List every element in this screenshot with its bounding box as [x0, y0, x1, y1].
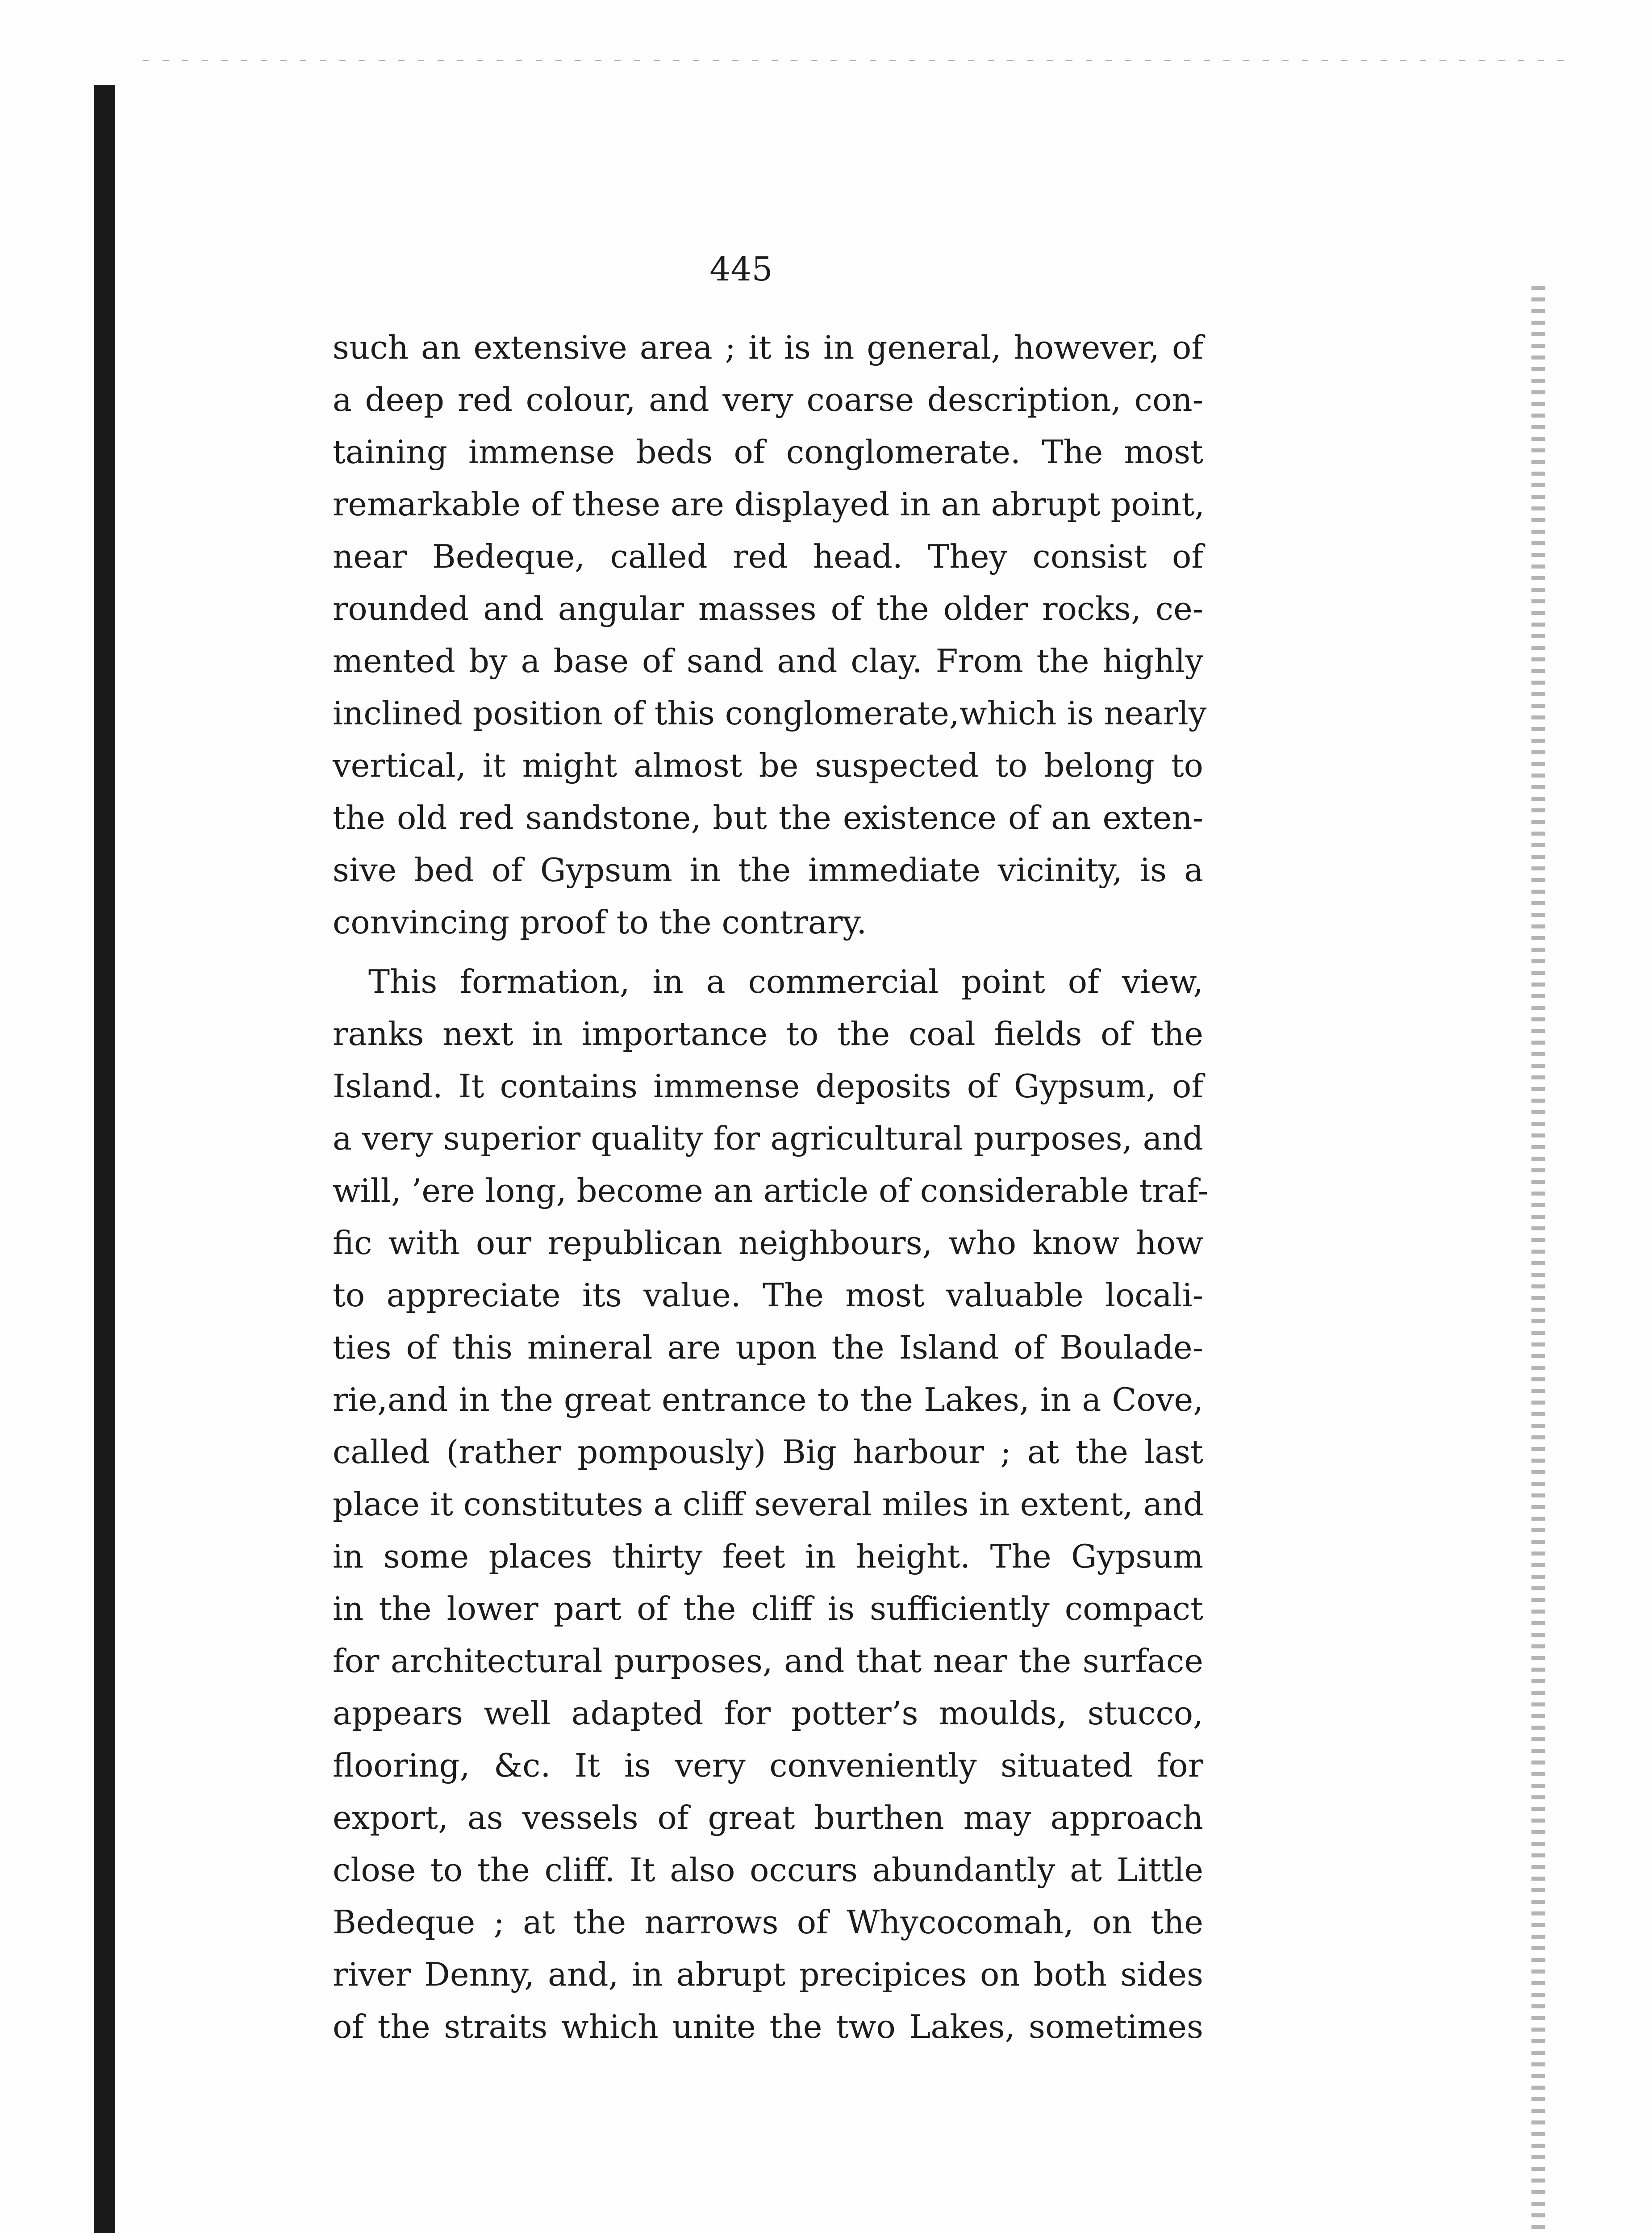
- text-line: export, as vessels of great burthen may approach: [333, 1799, 1203, 1836]
- text-line: rie,and in the great entrance to the Lakes, in a Cove,: [333, 1381, 1203, 1418]
- page-number: 445: [709, 250, 773, 289]
- right-page-edge: [1531, 286, 1545, 2233]
- text-line: appears well adapted for potter’s moulds, stucco,: [333, 1694, 1203, 1732]
- text-line: to appreciate its value. The most valuable locali-: [333, 1276, 1203, 1314]
- text-line: of the straits which unite the two Lakes, sometimes: [333, 2008, 1203, 2045]
- text-line: such an extensive area ; it is in general, however, of: [333, 329, 1203, 366]
- top-margin-marks: [143, 60, 1572, 61]
- body-text: [333, 322, 1209, 2053]
- text-line: ties of this mineral are upon the Island of Boulade-: [333, 1329, 1203, 1366]
- text-line: in the lower part of the cliff is sufficiently compact: [333, 1590, 1203, 1627]
- text-line: near Bedeque, called red head. They consist of: [333, 538, 1203, 575]
- text-line: river Denny, and, in abrupt precipices on both sides: [333, 1956, 1203, 1993]
- text-line: Bedeque ; at the narrows of Whycocomah, on the: [333, 1903, 1203, 1941]
- text-line: taining immense beds of conglomerate. The most: [333, 433, 1203, 471]
- text-line: vertical, it might almost be suspected to belong to: [333, 747, 1203, 784]
- text-line: the old red sandstone, but the existence of an exten-: [333, 799, 1203, 836]
- text-line: called (rather pompously) Big harbour ; at the last: [333, 1433, 1203, 1471]
- text-line: place it constitutes a cliff several miles in extent, and: [333, 1485, 1204, 1523]
- text-line: for architectural purposes, and that near the surface: [333, 1642, 1203, 1680]
- binding-edge: [94, 85, 115, 2233]
- text-line: mented by a base of sand and clay. From the highly: [333, 642, 1203, 680]
- text-line: rounded and angular masses of the older rocks, ce-: [333, 590, 1203, 627]
- text-line: ranks next in importance to the coal fields of the: [333, 1015, 1203, 1053]
- paragraph-gap: [333, 949, 1203, 956]
- text-line: flooring, &c. It is very conveniently situated for: [333, 1747, 1203, 1784]
- text-line: close to the cliff. It also occurs abundantly at Little: [333, 1851, 1203, 1889]
- text-line: fic with our republican neighbours, who know how: [333, 1224, 1203, 1262]
- text-line: will, ’ere long, become an article of considerable traf-: [333, 1172, 1209, 1209]
- text-line: Island. It contains immense deposits of Gypsum, of: [333, 1067, 1203, 1105]
- text-line: in some places thirty feet in height. The Gypsum: [333, 1538, 1203, 1575]
- text-line: convincing proof to the contrary.: [333, 903, 867, 941]
- text-line: a very superior quality for agricultural purposes, and: [333, 1120, 1203, 1157]
- text-line: a deep red colour, and very coarse description, con-: [333, 381, 1203, 418]
- text-line: inclined position of this conglomerate,which is nearly: [333, 694, 1207, 732]
- text-line: This formation, in a commercial point of view,: [368, 963, 1203, 1000]
- text-line: remarkable of these are displayed in an abrupt point,: [333, 485, 1205, 523]
- text-line: sive bed of Gypsum in the immediate vicinity, is a: [333, 851, 1203, 889]
